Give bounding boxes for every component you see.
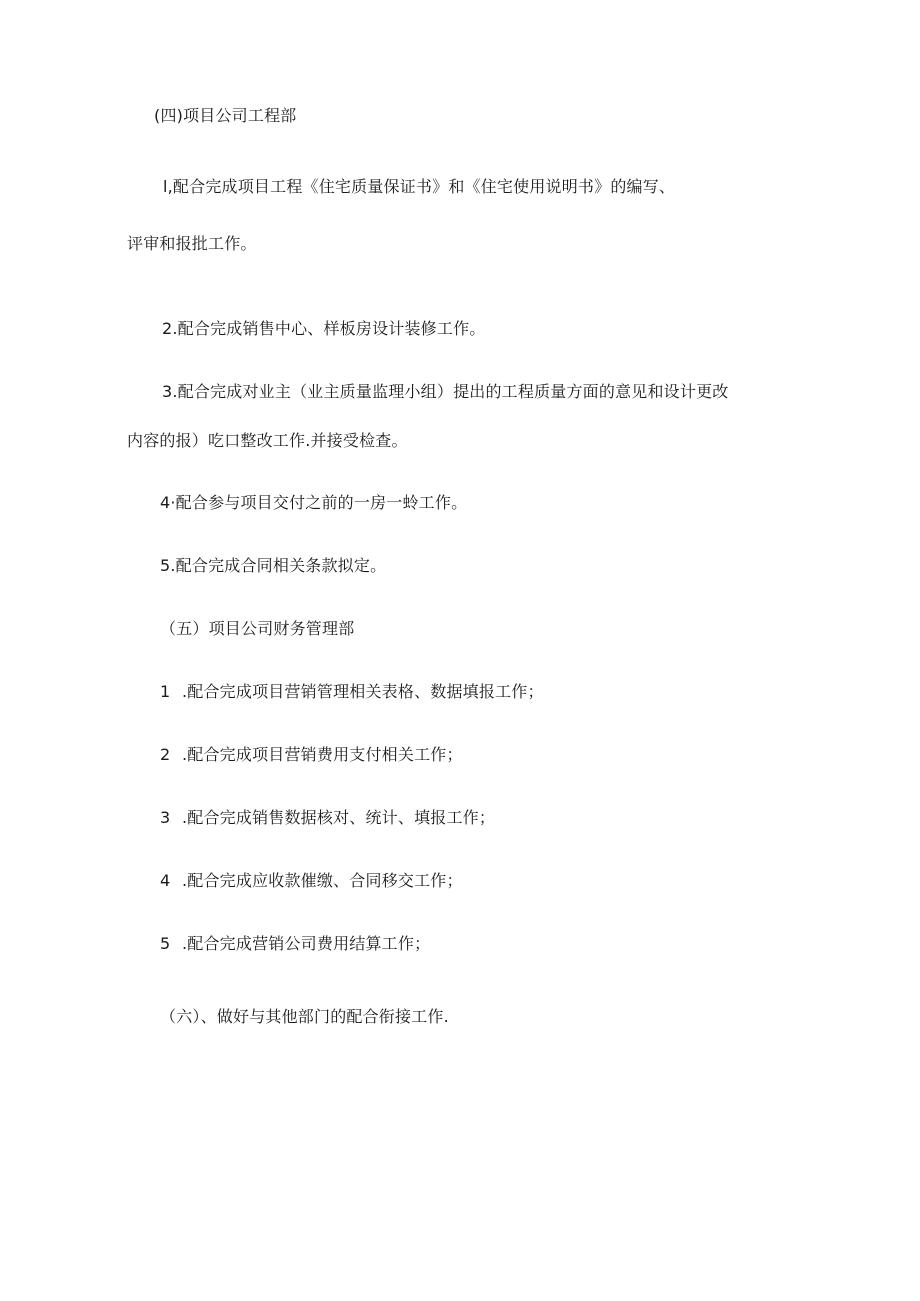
item-number: 1 <box>160 682 171 701</box>
section-4-heading: (四)项目公司工程部 <box>154 106 297 125</box>
section-6-heading: （六）、做好与其他部门的配合衔接工作. <box>160 1007 449 1026</box>
section-4-item-1-line-2: 评审和报批工作。 <box>127 234 257 253</box>
item-number: 5 <box>160 934 171 953</box>
section-5-item-1 <box>160 681 544 703</box>
item-number: 4 <box>160 871 171 890</box>
item-number: 2 <box>160 745 171 764</box>
section-5-heading: （五）项目公司财务管理部 <box>160 619 355 638</box>
section-5-item-5 <box>160 933 430 955</box>
item-text: .配合完成应收款催缴、合同移交工作； <box>182 871 463 890</box>
section-4-item-4: 4·配合参与项目交付之前的一房一蛉工作。 <box>160 493 468 512</box>
section-5-item-2 <box>160 744 463 766</box>
item-text: .配合完成项目营销费用支付相关工作； <box>182 745 463 764</box>
section-4-item-2: 2.配合完成销售中心、样板房设计装修工作。 <box>162 319 486 338</box>
item-text: .配合完成销售数据核对、统计、填报工作； <box>182 808 496 827</box>
item-number: 3 <box>160 808 171 827</box>
section-4-item-3-line-2: 内容的报）吃口整改工作.并接受检查。 <box>127 431 408 450</box>
section-5-item-3 <box>160 807 495 829</box>
section-4-item-1-line-1: l,配合完成项目工程《住宅质量保证书》和《住宅使用说明书》的编写、 <box>163 177 676 196</box>
item-text: .配合完成营销公司费用结算工作； <box>182 934 431 953</box>
section-4-item-3-line-1: 3.配合完成对业主（业主质量监理小组）提出的工程质量方面的意见和设计更改 <box>162 382 729 401</box>
item-text: .配合完成项目营销管理相关表格、数据填报工作； <box>182 682 544 701</box>
section-5-item-4 <box>160 870 463 892</box>
section-4-item-5: 5.配合完成合同相关条款拟定。 <box>160 556 387 575</box>
